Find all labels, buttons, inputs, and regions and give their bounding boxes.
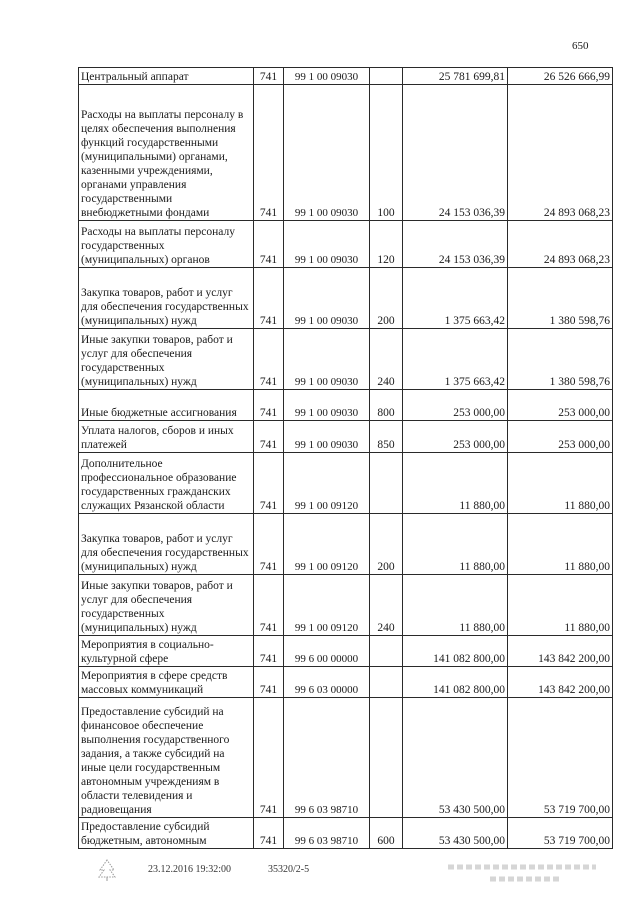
- row-name: Уплата налогов, сборов и иных платежей: [79, 421, 254, 453]
- row-ved: 741: [254, 667, 284, 698]
- row-sum-1: 141 082 800,00: [403, 667, 508, 698]
- row-sum-2: 253 000,00: [508, 421, 613, 453]
- row-sum-2: 11 880,00: [508, 453, 613, 514]
- row-sum-2: 11 880,00: [508, 575, 613, 636]
- row-sum-2: 24 893 068,23: [508, 221, 613, 268]
- row-name: Иные закупки товаров, работ и услуг для обеспечения государственных (муниципальных) нужд: [79, 329, 254, 390]
- table-row: [79, 667, 613, 698]
- row-name: Расходы на выплаты персоналу государственных (муниципальных) органов: [79, 221, 254, 268]
- row-ved: 741: [254, 268, 284, 329]
- row-name: Мероприятия в сфере средств массовых коммуникаций: [79, 667, 254, 698]
- row-ved: 741: [254, 421, 284, 453]
- row-ved: 741: [254, 453, 284, 514]
- row-sum-1: 141 082 800,00: [403, 636, 508, 667]
- row-csr: 99 6 03 00000: [284, 667, 370, 698]
- row-csr: 99 1 00 09120: [284, 575, 370, 636]
- row-csr: 99 1 00 09030: [284, 421, 370, 453]
- table-row: [79, 68, 613, 85]
- row-sum-2: 143 842 200,00: [508, 636, 613, 667]
- row-name: Предоставление субсидий бюджетным, автономным: [79, 818, 254, 849]
- page-number: 650: [572, 40, 589, 52]
- row-vr: 240: [370, 575, 403, 636]
- row-sum-1: 11 880,00: [403, 575, 508, 636]
- row-ved: 741: [254, 329, 284, 390]
- row-name: Центральный аппарат: [79, 68, 254, 85]
- table-row: [79, 818, 613, 849]
- row-sum-2: 53 719 700,00: [508, 818, 613, 849]
- table-row: [79, 453, 613, 514]
- row-csr: 99 6 00 00000: [284, 636, 370, 667]
- faint-watermark-icon: [448, 858, 598, 886]
- table-row: [79, 421, 613, 453]
- table-row: [79, 329, 613, 390]
- row-sum-1: 1 375 663,42: [403, 268, 508, 329]
- row-vr: 200: [370, 268, 403, 329]
- row-ved: 741: [254, 514, 284, 575]
- table-row: [79, 636, 613, 667]
- row-name: Закупка товаров, работ и услуг для обеспечения государственных (муниципальных) нужд: [79, 268, 254, 329]
- row-sum-1: 53 430 500,00: [403, 818, 508, 849]
- row-csr: 99 1 00 09030: [284, 268, 370, 329]
- row-ved: 741: [254, 818, 284, 849]
- row-vr: 120: [370, 221, 403, 268]
- row-csr: 99 1 00 09030: [284, 68, 370, 85]
- row-name: Иные закупки товаров, работ и услуг для обеспечения государственных (муниципальных) нужд: [79, 575, 254, 636]
- footer-doc-number: 35320/2-5: [268, 864, 310, 875]
- row-sum-2: 1 380 598,76: [508, 268, 613, 329]
- row-ved: 741: [254, 68, 284, 85]
- row-vr: [370, 68, 403, 85]
- row-ved: 741: [254, 390, 284, 421]
- row-sum-2: 26 526 666,99: [508, 68, 613, 85]
- row-ved: 741: [254, 698, 284, 818]
- row-vr: 200: [370, 514, 403, 575]
- row-csr: 99 1 00 09030: [284, 329, 370, 390]
- row-sum-1: 1 375 663,42: [403, 329, 508, 390]
- row-csr: 99 1 00 09030: [284, 221, 370, 268]
- row-name: Предоставление субсидий на финансовое обеспечение выполнения государственного задания, а также субсидий на иные цели государственным автономным учреждениям в области телевидения и радиовещания: [79, 698, 254, 818]
- row-vr: 240: [370, 329, 403, 390]
- footer-date: 23.12.2016 19:32:00: [148, 864, 232, 875]
- row-sum-1: 253 000,00: [403, 390, 508, 421]
- table-row: [79, 698, 613, 818]
- row-ved: 741: [254, 636, 284, 667]
- row-vr: [370, 667, 403, 698]
- row-csr: 99 1 00 09120: [284, 514, 370, 575]
- row-sum-2: 143 842 200,00: [508, 667, 613, 698]
- row-vr: [370, 698, 403, 818]
- table-row: [79, 575, 613, 636]
- row-ved: 741: [254, 575, 284, 636]
- row-sum-1: 253 000,00: [403, 421, 508, 453]
- row-sum-2: 11 880,00: [508, 514, 613, 575]
- table-row: [79, 221, 613, 268]
- row-sum-1: 24 153 036,39: [403, 221, 508, 268]
- row-csr: 99 1 00 09030: [284, 85, 370, 221]
- row-name: Мероприятия в социально-культурной сфере: [79, 636, 254, 667]
- table-row: [79, 514, 613, 575]
- table-row: [79, 390, 613, 421]
- row-sum-1: 11 880,00: [403, 514, 508, 575]
- row-vr: 850: [370, 421, 403, 453]
- table-row: [79, 268, 613, 329]
- row-sum-1: 24 153 036,39: [403, 85, 508, 221]
- row-name: Иные бюджетные ассигнования: [79, 390, 254, 421]
- row-sum-2: 53 719 700,00: [508, 698, 613, 818]
- row-csr: 99 1 00 09120: [284, 453, 370, 514]
- document-footer: [0, 858, 640, 888]
- budget-table: [78, 67, 613, 849]
- tree-emblem-icon: [96, 858, 118, 882]
- row-vr: [370, 636, 403, 667]
- row-csr: 99 1 00 09030: [284, 390, 370, 421]
- row-vr: 800: [370, 390, 403, 421]
- row-sum-2: 1 380 598,76: [508, 329, 613, 390]
- row-name: Закупка товаров, работ и услуг для обеспечения государственных (муниципальных) нужд: [79, 514, 254, 575]
- row-sum-1: 53 430 500,00: [403, 698, 508, 818]
- row-csr: 99 6 03 98710: [284, 698, 370, 818]
- row-csr: 99 6 03 98710: [284, 818, 370, 849]
- row-ved: 741: [254, 85, 284, 221]
- row-vr: 600: [370, 818, 403, 849]
- row-name: Дополнительное профессиональное образование государственных гражданских служащих Рязанской области: [79, 453, 254, 514]
- row-sum-1: 25 781 699,81: [403, 68, 508, 85]
- row-vr: 100: [370, 85, 403, 221]
- row-vr: [370, 453, 403, 514]
- row-sum-2: 253 000,00: [508, 390, 613, 421]
- row-name: Расходы на выплаты персоналу в целях обеспечения выполнения функций государственными (муниципальными) органами, казенными учреждениями, органами управления государственными внебюджетными фондами: [79, 85, 254, 221]
- row-sum-2: 24 893 068,23: [508, 85, 613, 221]
- row-sum-1: 11 880,00: [403, 453, 508, 514]
- row-ved: 741: [254, 221, 284, 268]
- table-row: [79, 85, 613, 221]
